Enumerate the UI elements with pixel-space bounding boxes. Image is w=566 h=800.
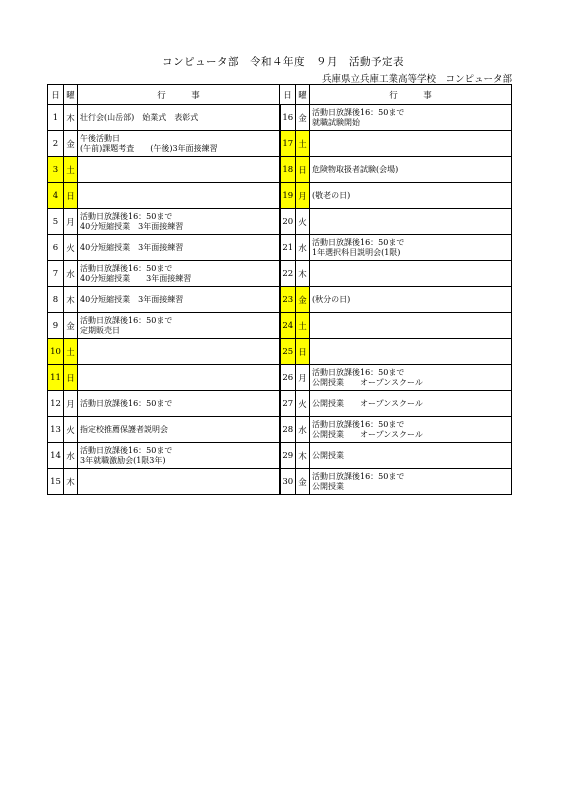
table-row — [48, 391, 512, 417]
weekday-cell: 月 — [296, 365, 310, 391]
header-weekday: 曜 — [64, 85, 78, 105]
events-cell — [310, 209, 512, 235]
event-text: 活動日放課後16：50まで — [80, 445, 173, 455]
table-row — [48, 469, 512, 495]
events-cell — [310, 365, 512, 391]
event-text: 就職試験開始 — [312, 117, 360, 127]
weekday-cell: 木 — [296, 261, 310, 287]
header-row — [48, 85, 512, 105]
day-cell: 1 — [48, 105, 64, 131]
weekday-cell: 日 — [296, 339, 310, 365]
event-text: 公開授業 — [312, 450, 344, 460]
table-row — [48, 131, 512, 157]
weekday-cell: 月 — [64, 391, 78, 417]
header-weekday: 曜 — [296, 85, 310, 105]
weekday-cell: 土 — [296, 131, 310, 157]
table-row — [48, 287, 512, 313]
day-cell: 30 — [280, 469, 296, 495]
table-row — [48, 209, 512, 235]
event-text: 活動日放課後16：50まで — [312, 471, 405, 481]
day-cell: 10 — [48, 339, 64, 365]
header-events: 行 事 — [78, 85, 280, 105]
day-cell: 22 — [280, 261, 296, 287]
events-cell — [310, 443, 512, 469]
day-cell: 24 — [280, 313, 296, 339]
events-cell — [310, 235, 512, 261]
events-cell — [310, 183, 512, 209]
weekday-cell: 水 — [296, 235, 310, 261]
weekday-cell: 日 — [64, 365, 78, 391]
events-cell — [78, 443, 280, 469]
weekday-cell: 火 — [296, 391, 310, 417]
day-cell: 5 — [48, 209, 64, 235]
weekday-cell: 金 — [296, 105, 310, 131]
weekday-cell: 火 — [64, 235, 78, 261]
events-cell — [310, 313, 512, 339]
day-cell: 25 — [280, 339, 296, 365]
day-cell: 2 — [48, 131, 64, 157]
events-cell — [310, 469, 512, 495]
events-cell — [78, 469, 280, 495]
weekday-cell: 水 — [64, 261, 78, 287]
table-row — [48, 157, 512, 183]
page-title: コンピュータ部 令和４年度 ９月 活動予定表 — [162, 56, 404, 68]
header-day: 日 — [48, 85, 64, 105]
events-cell — [78, 339, 280, 365]
weekday-cell: 日 — [296, 157, 310, 183]
event-text: 公開授業 オープンスクール — [312, 429, 423, 439]
schedule-table — [47, 84, 512, 495]
events-cell — [78, 209, 280, 235]
day-cell: 16 — [280, 105, 296, 131]
event-text: 1年選択科目説明会(1限) — [312, 247, 401, 257]
weekday-cell: 月 — [296, 183, 310, 209]
weekday-cell: 土 — [296, 313, 310, 339]
table-row — [48, 261, 512, 287]
day-cell: 8 — [48, 287, 64, 313]
event-text: 公開授業 オープンスクール — [312, 377, 423, 387]
table-row — [48, 235, 512, 261]
event-text: 3年就職激励会(1限3年) — [80, 455, 166, 465]
table-row — [48, 313, 512, 339]
events-cell — [310, 131, 512, 157]
events-cell — [310, 157, 512, 183]
event-text: 活動日放課後16：50まで — [312, 237, 405, 247]
event-text: 公開授業 オープンスクール — [312, 398, 423, 408]
event-text: 公開授業 — [312, 481, 344, 491]
day-cell: 6 — [48, 235, 64, 261]
events-cell — [78, 287, 280, 313]
events-cell — [78, 261, 280, 287]
event-text: 活動日放課後16：50まで — [312, 419, 405, 429]
events-cell — [78, 365, 280, 391]
weekday-cell: 金 — [64, 313, 78, 339]
weekday-cell: 金 — [296, 469, 310, 495]
event-text: 活動日放課後16：50まで — [312, 367, 405, 377]
day-cell: 3 — [48, 157, 64, 183]
table-row — [48, 183, 512, 209]
events-cell — [310, 339, 512, 365]
events-cell — [310, 261, 512, 287]
events-cell — [310, 391, 512, 417]
day-cell: 27 — [280, 391, 296, 417]
table-row — [48, 443, 512, 469]
day-cell: 9 — [48, 313, 64, 339]
weekday-cell: 火 — [296, 209, 310, 235]
events-cell — [78, 183, 280, 209]
day-cell: 12 — [48, 391, 64, 417]
day-cell: 15 — [48, 469, 64, 495]
day-cell: 14 — [48, 443, 64, 469]
day-cell: 26 — [280, 365, 296, 391]
day-cell: 20 — [280, 209, 296, 235]
events-cell — [310, 105, 512, 131]
event-text: 活動日放課後16：50まで — [80, 315, 173, 325]
day-cell: 18 — [280, 157, 296, 183]
header-events: 行 事 — [310, 85, 512, 105]
weekday-cell: 火 — [64, 417, 78, 443]
day-cell: 7 — [48, 261, 64, 287]
weekday-cell: 水 — [296, 417, 310, 443]
weekday-cell: 水 — [64, 443, 78, 469]
day-cell: 11 — [48, 365, 64, 391]
events-cell — [78, 131, 280, 157]
schedule-body — [48, 105, 512, 495]
table-row — [48, 417, 512, 443]
organization-name: 兵庫県立兵庫工業高等学校 コンピュータ部 — [321, 74, 512, 85]
day-cell: 21 — [280, 235, 296, 261]
event-text: 指定校推薦保護者説明会 — [80, 424, 168, 434]
events-cell — [78, 313, 280, 339]
event-text: (午前)課題考査 (午後)3年面接練習 — [80, 143, 218, 153]
weekday-cell: 木 — [64, 287, 78, 313]
event-text: 定期販売日 — [80, 325, 120, 335]
weekday-cell: 土 — [64, 157, 78, 183]
day-cell: 17 — [280, 131, 296, 157]
event-text: 壮行会(山岳部) 始業式 表彰式 — [80, 112, 199, 122]
event-text: (敬老の日) — [312, 190, 351, 200]
event-text: (秋分の日) — [312, 294, 351, 304]
day-cell: 23 — [280, 287, 296, 313]
table-row — [48, 339, 512, 365]
events-cell — [78, 105, 280, 131]
events-cell — [310, 287, 512, 313]
events-cell — [78, 391, 280, 417]
events-cell — [78, 157, 280, 183]
event-text: 午後活動日 — [80, 133, 120, 143]
day-cell: 19 — [280, 183, 296, 209]
events-cell — [310, 417, 512, 443]
event-text: 活動日放課後16：50まで — [80, 398, 173, 408]
weekday-cell: 木 — [296, 443, 310, 469]
event-text: 40分短縮授業 3年面接練習 — [80, 221, 184, 231]
event-text: 40分短縮授業 3年面接練習 — [80, 242, 184, 252]
table-row — [48, 365, 512, 391]
day-cell: 4 — [48, 183, 64, 209]
weekday-cell: 金 — [64, 131, 78, 157]
weekday-cell: 木 — [64, 469, 78, 495]
day-cell: 13 — [48, 417, 64, 443]
event-text: 活動日放課後16：50まで — [312, 107, 405, 117]
weekday-cell: 日 — [64, 183, 78, 209]
table-row — [48, 105, 512, 131]
event-text: 40分短縮授業 3年面接練習 — [80, 273, 192, 283]
event-text: 活動日放課後16：50まで — [80, 211, 173, 221]
event-text: 危険物取扱者試験(会場) — [312, 164, 399, 174]
event-text: 40分短縮授業 3年面接練習 — [80, 294, 184, 304]
events-cell — [78, 417, 280, 443]
weekday-cell: 木 — [64, 105, 78, 131]
events-cell — [78, 235, 280, 261]
event-text: 活動日放課後16：50まで — [80, 263, 173, 273]
day-cell: 28 — [280, 417, 296, 443]
day-cell: 29 — [280, 443, 296, 469]
weekday-cell: 金 — [296, 287, 310, 313]
weekday-cell: 月 — [64, 209, 78, 235]
weekday-cell: 土 — [64, 339, 78, 365]
header-day: 日 — [280, 85, 296, 105]
